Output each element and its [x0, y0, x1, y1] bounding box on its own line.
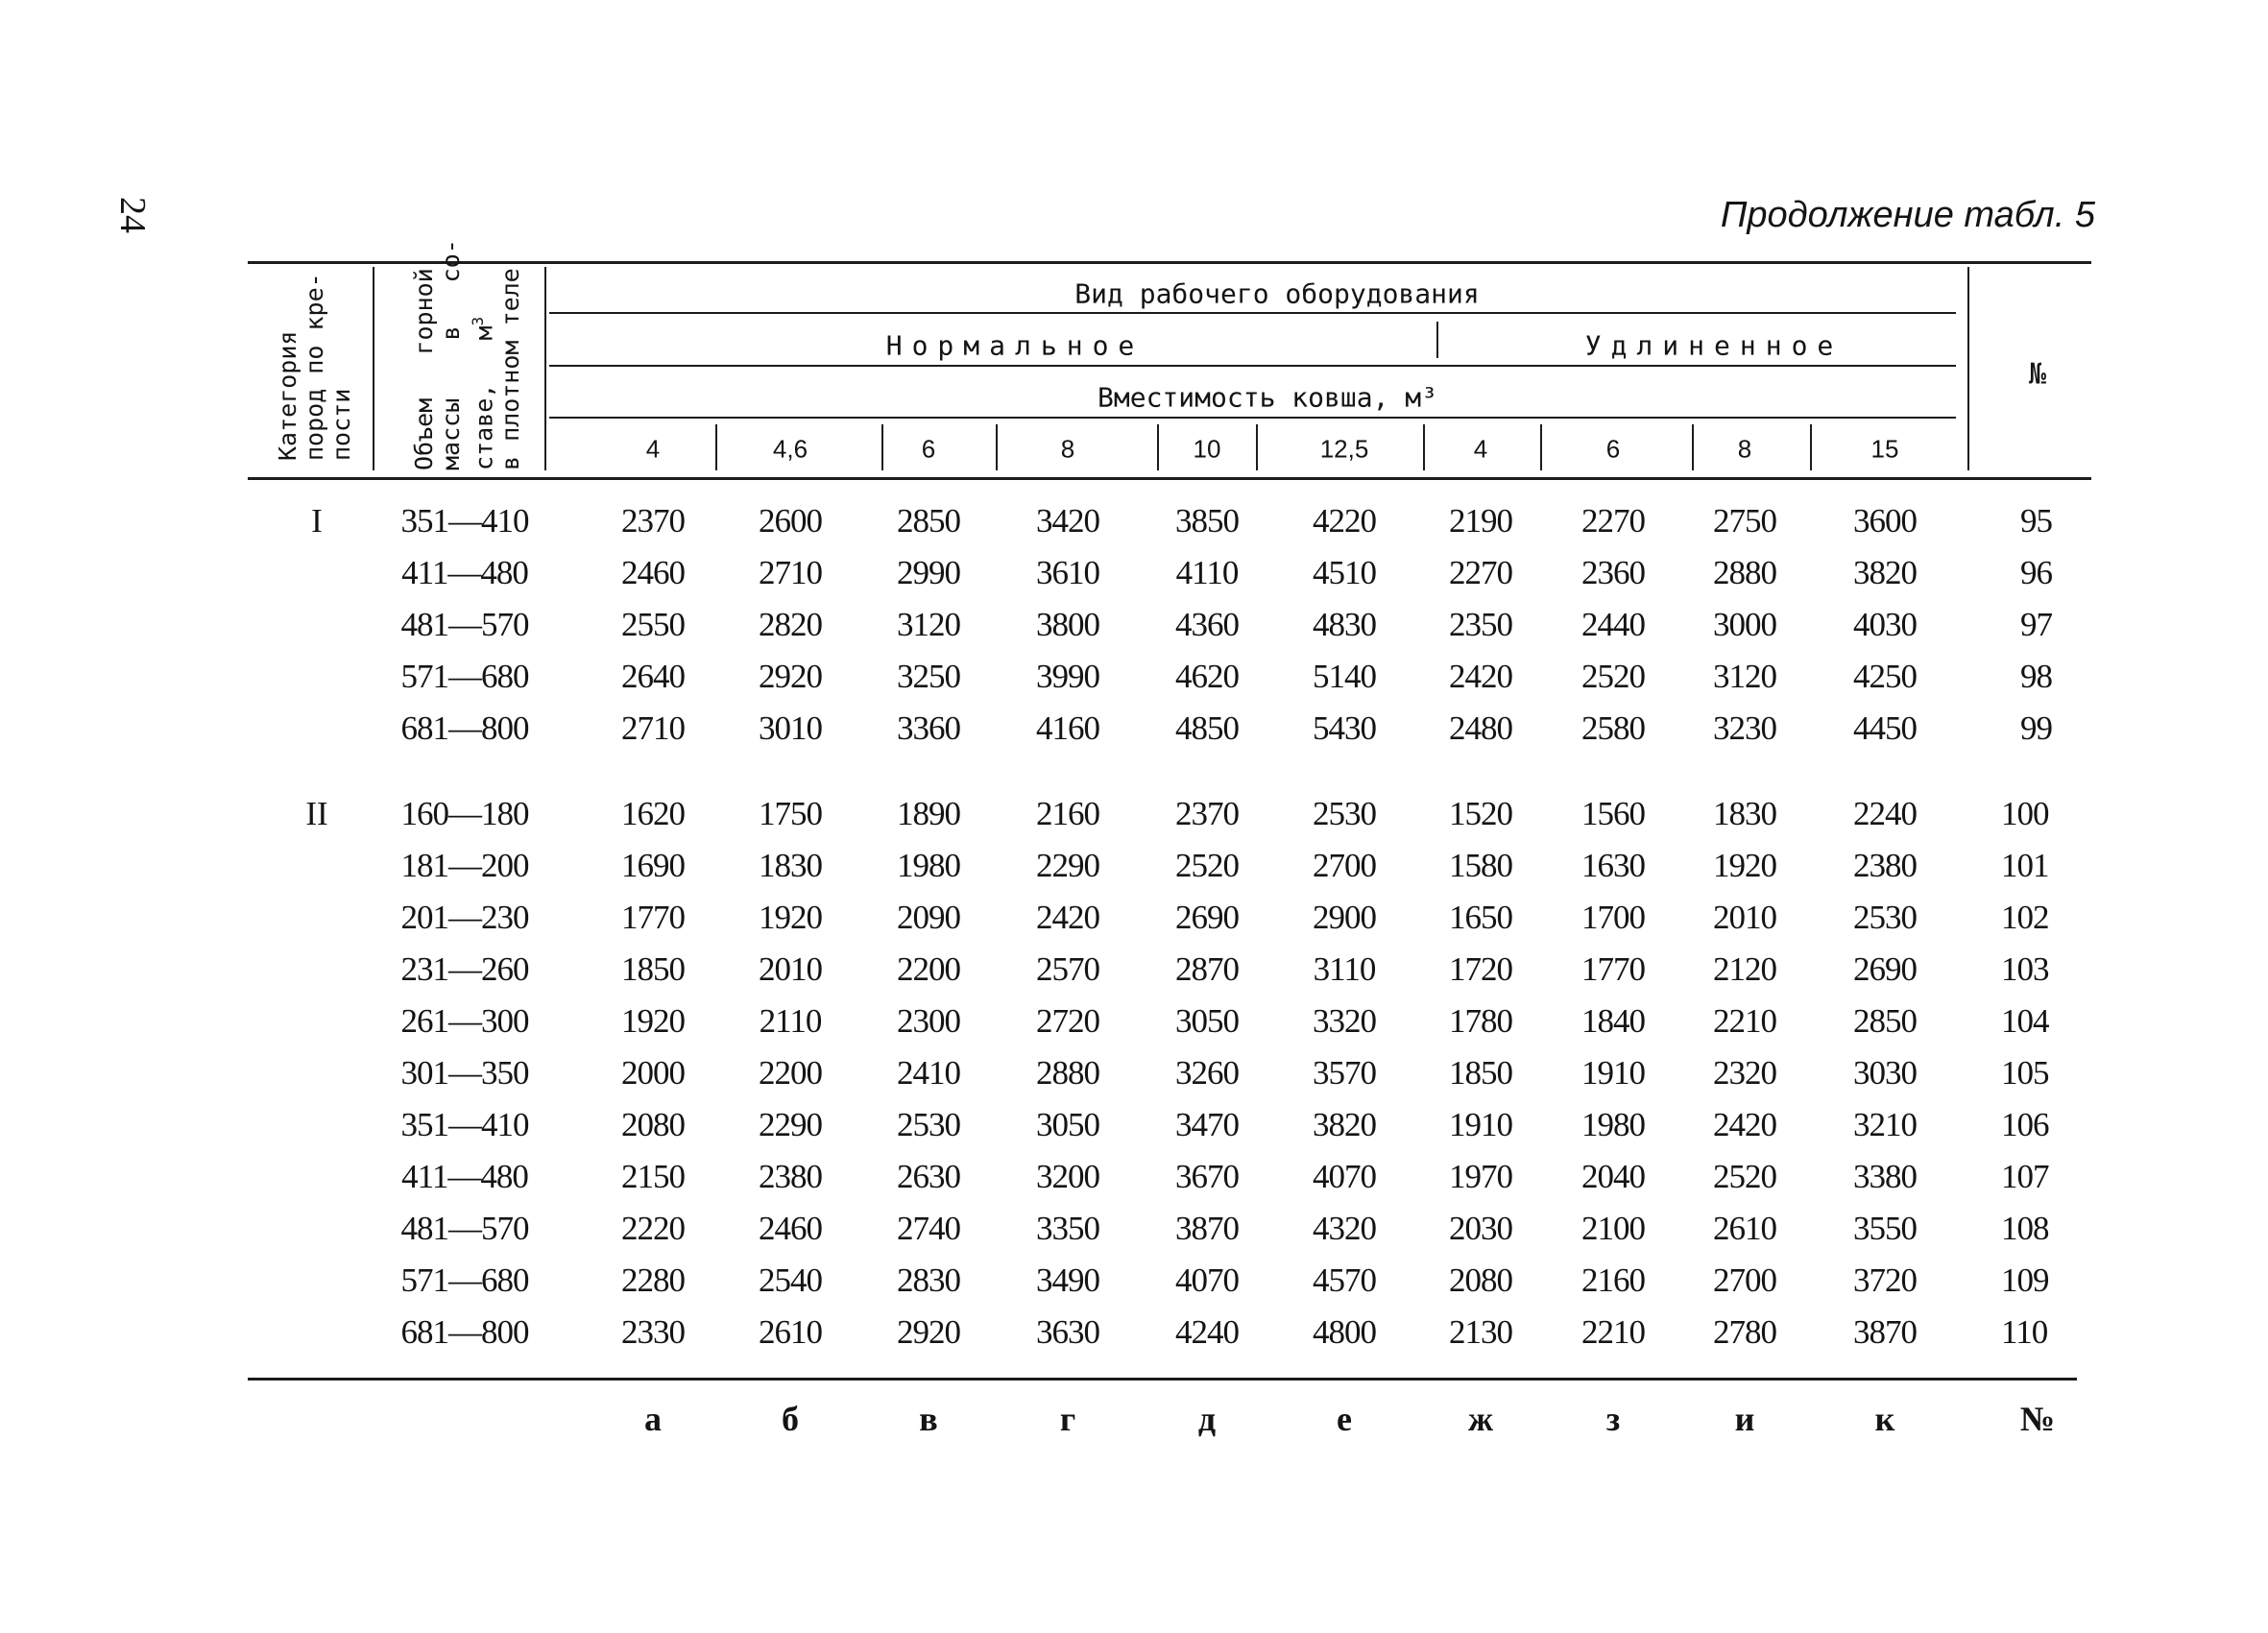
value-cell: 4070	[1313, 1158, 1376, 1195]
value-cell: 1980	[897, 847, 960, 884]
value-cell: 2990	[897, 554, 960, 591]
capacity-col-separator	[1692, 424, 1694, 470]
value-cell: 1690	[621, 847, 685, 884]
value-cell: 2150	[621, 1158, 685, 1195]
value-cell: 1840	[1581, 1002, 1645, 1040]
value-cell: 4360	[1175, 606, 1239, 643]
volume-range-cell: 411—480	[401, 1158, 528, 1195]
value-cell: 2530	[1853, 899, 1917, 936]
value-cell: 2920	[897, 1313, 960, 1351]
capacity-col-separator	[1157, 424, 1159, 470]
capacity-header: 4	[1473, 434, 1488, 464]
value-cell: 2080	[621, 1106, 685, 1143]
value-cell: 2370	[1175, 795, 1239, 832]
value-cell: 1770	[621, 899, 685, 936]
volume-col-separator	[544, 267, 546, 470]
value-cell: 2420	[1713, 1106, 1776, 1143]
value-cell: 2090	[897, 899, 960, 936]
value-cell: 2040	[1581, 1158, 1645, 1195]
row-number-cell: 97	[2020, 606, 2052, 643]
value-cell: 4620	[1175, 658, 1239, 695]
value-cell: 2710	[621, 709, 685, 747]
value-cell: 3720	[1853, 1261, 1917, 1299]
volume-range-cell: 481—570	[400, 1210, 529, 1247]
value-cell: 2880	[1036, 1054, 1099, 1092]
value-cell: 2300	[897, 1002, 960, 1040]
value-cell: 2370	[621, 502, 685, 540]
value-cell: 2200	[897, 950, 960, 988]
value-cell: 1980	[1581, 1106, 1645, 1143]
value-cell: 4570	[1313, 1261, 1376, 1299]
value-cell: 4800	[1313, 1313, 1376, 1351]
value-cell: 3490	[1036, 1261, 1099, 1299]
value-cell: 1650	[1449, 899, 1512, 936]
value-cell: 2550	[621, 606, 685, 643]
extended-equipment-header: Удлиненное	[1584, 329, 1844, 362]
value-cell: 1720	[1449, 950, 1512, 988]
value-cell: 2460	[621, 554, 685, 591]
capacity-col-separator	[996, 424, 998, 470]
value-cell: 2520	[1175, 847, 1239, 884]
value-cell: 2380	[1853, 847, 1917, 884]
category-cell: II	[305, 795, 328, 832]
value-cell: 2160	[1036, 795, 1099, 832]
capacity-header: 15	[1870, 434, 1899, 464]
value-cell: 2120	[1713, 950, 1776, 988]
value-cell: 2200	[759, 1054, 822, 1092]
value-cell: 3120	[897, 606, 960, 643]
volume-range-cell: 301—350	[400, 1054, 529, 1092]
value-cell: 2210	[1713, 1002, 1776, 1040]
value-cell: 2000	[621, 1054, 685, 1092]
value-cell: 2360	[1581, 554, 1645, 591]
footer-letter: и	[1734, 1400, 1755, 1438]
value-cell: 1830	[1713, 795, 1776, 832]
equipment-type-header: Вид рабочего оборудования	[1074, 277, 1480, 310]
value-cell: 2720	[1036, 1002, 1099, 1040]
capacity-col-separator	[1423, 424, 1425, 470]
capacity-col-separator	[1810, 424, 1812, 470]
type-col-separator	[1436, 322, 1438, 358]
footer-letter: к	[1874, 1400, 1895, 1438]
capacity-header: 8	[1737, 434, 1752, 464]
capacity-header: 6	[1605, 434, 1621, 464]
value-cell: 2630	[897, 1158, 960, 1195]
value-cell: 3050	[1036, 1106, 1099, 1143]
value-cell: 3360	[897, 709, 960, 747]
value-cell: 4250	[1853, 658, 1917, 695]
value-cell: 4070	[1175, 1261, 1239, 1299]
value-cell: 2700	[1713, 1261, 1776, 1299]
value-cell: 3200	[1036, 1158, 1099, 1195]
value-cell: 2320	[1713, 1054, 1776, 1092]
value-cell: 1910	[1581, 1054, 1645, 1092]
header-bottom-rule	[248, 477, 2091, 480]
volume-range-cell: 351—410	[400, 502, 529, 540]
footer-letter: г	[1059, 1400, 1076, 1438]
value-cell: 4510	[1313, 554, 1376, 591]
value-cell: 2870	[1175, 950, 1239, 988]
volume-range-cell: 351—410	[400, 1106, 529, 1143]
value-cell: 2160	[1581, 1261, 1645, 1299]
type-underline	[549, 365, 1956, 367]
row-number-cell: 109	[2001, 1261, 2049, 1299]
value-cell: 2290	[759, 1106, 822, 1143]
volume-header: Объем горной массы в со- ставе, $м^3$ в плотном теле	[410, 239, 525, 470]
value-cell: 3010	[759, 709, 822, 747]
volume-range-cell: 261—300	[400, 1002, 529, 1040]
value-cell: 1920	[621, 1002, 685, 1040]
value-cell: 2640	[621, 658, 685, 695]
value-cell: 5140	[1313, 658, 1376, 695]
value-cell: 1560	[1581, 795, 1645, 832]
footer-letter: ж	[1467, 1400, 1494, 1438]
row-number-cell: 110	[2001, 1313, 2048, 1351]
value-cell: 2270	[1581, 502, 1645, 540]
value-cell: 3820	[1313, 1106, 1376, 1143]
footer-letter: а	[644, 1400, 662, 1438]
row-number-cell: 108	[2001, 1210, 2049, 1247]
volume-range-cell: 571—680	[400, 1261, 529, 1299]
value-cell: 2190	[1449, 502, 1512, 540]
value-cell: 3320	[1313, 1002, 1376, 1040]
value-cell: 1620	[621, 795, 685, 832]
capacity-header: 8	[1060, 434, 1075, 464]
value-cell: 1770	[1581, 950, 1645, 988]
footer-letter: б	[782, 1400, 799, 1438]
category-header: Категория пород по кре- пости	[274, 273, 355, 461]
table-caption: Продолжение табл. 5	[1720, 195, 2095, 235]
value-cell: 2220	[621, 1210, 685, 1247]
row-number-cell: 104	[2001, 1002, 2049, 1040]
value-cell: 2410	[897, 1054, 960, 1092]
value-cell: 2570	[1036, 950, 1099, 988]
value-cell: 2100	[1581, 1210, 1645, 1247]
value-cell: 2520	[1581, 658, 1645, 695]
value-cell: 2530	[1313, 795, 1376, 832]
volume-range-cell: 571—680	[400, 658, 529, 695]
value-cell: 3420	[1036, 502, 1099, 540]
volume-range-cell: 481—570	[400, 606, 529, 643]
volume-range-cell: 681—800	[400, 709, 529, 747]
number-col-separator	[1967, 267, 1969, 470]
footer-letter: е	[1337, 1400, 1352, 1438]
value-cell: 2010	[1713, 899, 1776, 936]
value-cell: 2540	[759, 1261, 822, 1299]
value-cell: 3250	[897, 658, 960, 695]
value-cell: 2880	[1713, 554, 1776, 591]
value-cell: 2710	[759, 554, 822, 591]
value-cell: 4320	[1313, 1210, 1376, 1247]
capacity-header: 4	[645, 434, 661, 464]
value-cell: 2830	[897, 1261, 960, 1299]
value-cell: 2580	[1581, 709, 1645, 747]
value-cell: 1700	[1581, 899, 1645, 936]
value-cell: 1850	[621, 950, 685, 988]
value-cell: 3230	[1713, 709, 1776, 747]
capacity-underline	[549, 417, 1956, 419]
value-cell: 2350	[1449, 606, 1512, 643]
value-cell: 1920	[759, 899, 822, 936]
volume-range-cell: 231—260	[400, 950, 529, 988]
value-cell: 3350	[1036, 1210, 1099, 1247]
value-cell: 2380	[759, 1158, 822, 1195]
volume-range-cell: 411—480	[401, 554, 528, 591]
page-number: 24	[112, 197, 153, 233]
value-cell: 2010	[759, 950, 822, 988]
value-cell: 1850	[1449, 1054, 1512, 1092]
value-cell: 2690	[1853, 950, 1917, 988]
footer-letter: д	[1197, 1400, 1217, 1438]
value-cell: 4240	[1175, 1313, 1239, 1351]
value-cell: 2610	[759, 1313, 822, 1351]
value-cell: 3380	[1853, 1158, 1917, 1195]
category-col-separator	[373, 267, 374, 470]
value-cell: 4830	[1313, 606, 1376, 643]
equipment-underline	[549, 312, 1956, 314]
value-cell: 3610	[1036, 554, 1099, 591]
value-cell: 2740	[897, 1210, 960, 1247]
value-cell: 2420	[1449, 658, 1512, 695]
value-cell: 3000	[1713, 606, 1776, 643]
value-cell: 1580	[1449, 847, 1512, 884]
value-cell: 1520	[1449, 795, 1512, 832]
value-cell: 2440	[1581, 606, 1645, 643]
value-cell: 1970	[1449, 1158, 1512, 1195]
capacity-header: 10	[1193, 434, 1221, 464]
value-cell: 3630	[1036, 1313, 1099, 1351]
value-cell: 3850	[1175, 502, 1239, 540]
row-number-cell: 99	[2020, 709, 2052, 747]
value-cell: 1830	[759, 847, 822, 884]
value-cell: 2030	[1449, 1210, 1512, 1247]
value-cell: 3870	[1175, 1210, 1239, 1247]
capacity-col-separator	[1540, 424, 1542, 470]
value-cell: 2750	[1713, 502, 1776, 540]
value-cell: 5430	[1313, 709, 1376, 747]
value-cell: 2920	[759, 658, 822, 695]
value-cell: 1630	[1581, 847, 1645, 884]
value-cell: 3050	[1175, 1002, 1239, 1040]
footer-number-col: №	[2019, 1400, 2056, 1438]
value-cell: 2110	[759, 1002, 822, 1040]
value-cell: 2700	[1313, 847, 1376, 884]
value-cell: 3870	[1853, 1313, 1917, 1351]
row-number-cell: 105	[2001, 1054, 2049, 1092]
value-cell: 2130	[1449, 1313, 1512, 1351]
value-cell: 1910	[1449, 1106, 1512, 1143]
value-cell: 2850	[897, 502, 960, 540]
value-cell: 3800	[1036, 606, 1099, 643]
value-cell: 2270	[1449, 554, 1512, 591]
value-cell: 3990	[1036, 658, 1099, 695]
footer-letter: в	[919, 1400, 938, 1438]
footer-letter: з	[1605, 1400, 1621, 1438]
value-cell: 2520	[1713, 1158, 1776, 1195]
capacity-header: 4,6	[772, 434, 808, 464]
value-cell: 4850	[1175, 709, 1239, 747]
table-bottom-rule	[248, 1378, 2077, 1381]
value-cell: 2780	[1713, 1313, 1776, 1351]
value-cell: 2850	[1853, 1002, 1917, 1040]
value-cell: 4220	[1313, 502, 1376, 540]
value-cell: 4030	[1853, 606, 1917, 643]
volume-range-cell: 681—800	[400, 1313, 529, 1351]
value-cell: 2080	[1449, 1261, 1512, 1299]
value-cell: 3570	[1313, 1054, 1376, 1092]
bucket-capacity-header: Вместимость ковша, м³	[1097, 381, 1438, 414]
value-cell: 2480	[1449, 709, 1512, 747]
value-cell: 2600	[759, 502, 822, 540]
value-cell: 4160	[1036, 709, 1099, 747]
capacity-col-separator	[1256, 424, 1258, 470]
value-cell: 3210	[1853, 1106, 1917, 1143]
category-cell: I	[311, 502, 323, 540]
volume-range-cell: 201—230	[400, 899, 529, 936]
value-cell: 3260	[1175, 1054, 1239, 1092]
value-cell: 3550	[1853, 1210, 1917, 1247]
value-cell: 3670	[1175, 1158, 1239, 1195]
row-number-cell: 103	[2001, 950, 2049, 988]
value-cell: 2460	[759, 1210, 822, 1247]
value-cell: 2280	[621, 1261, 685, 1299]
capacity-col-separator	[715, 424, 717, 470]
volume-range-cell: 160—180	[400, 795, 529, 832]
value-cell: 1750	[759, 795, 822, 832]
value-cell: 3820	[1853, 554, 1917, 591]
normal-equipment-header: Нормальное	[885, 329, 1145, 362]
value-cell: 4110	[1175, 554, 1239, 591]
row-number-cell: 100	[2001, 795, 2049, 832]
volume-range-cell: 181—200	[400, 847, 529, 884]
value-cell: 2610	[1713, 1210, 1776, 1247]
row-number-cell: 106	[2001, 1106, 2049, 1143]
value-cell: 3030	[1853, 1054, 1917, 1092]
value-cell: 2290	[1036, 847, 1099, 884]
value-cell: 2240	[1853, 795, 1917, 832]
value-cell: 2210	[1581, 1313, 1645, 1351]
row-number-cell: 107	[2001, 1158, 2049, 1195]
capacity-col-separator	[881, 424, 883, 470]
value-cell: 4450	[1853, 709, 1917, 747]
value-cell: 2690	[1175, 899, 1239, 936]
value-cell: 2820	[759, 606, 822, 643]
row-number-cell: 98	[2020, 658, 2052, 695]
value-cell: 2330	[621, 1313, 685, 1351]
value-cell: 2530	[897, 1106, 960, 1143]
value-cell: 3120	[1713, 658, 1776, 695]
value-cell: 3470	[1175, 1106, 1239, 1143]
value-cell: 3110	[1313, 950, 1376, 988]
value-cell: 2420	[1036, 899, 1099, 936]
value-cell: 1890	[897, 795, 960, 832]
row-number-cell: 102	[2001, 899, 2049, 936]
row-number-cell: 95	[2020, 502, 2052, 540]
capacity-header: 12,5	[1319, 434, 1369, 464]
value-cell: 3600	[1853, 502, 1917, 540]
number-col-header: №	[2028, 357, 2047, 392]
value-cell: 1920	[1713, 847, 1776, 884]
value-cell: 2900	[1313, 899, 1376, 936]
row-number-cell: 96	[2020, 554, 2052, 591]
capacity-header: 6	[921, 434, 936, 464]
value-cell: 1780	[1449, 1002, 1512, 1040]
row-number-cell: 101	[2001, 847, 2049, 884]
